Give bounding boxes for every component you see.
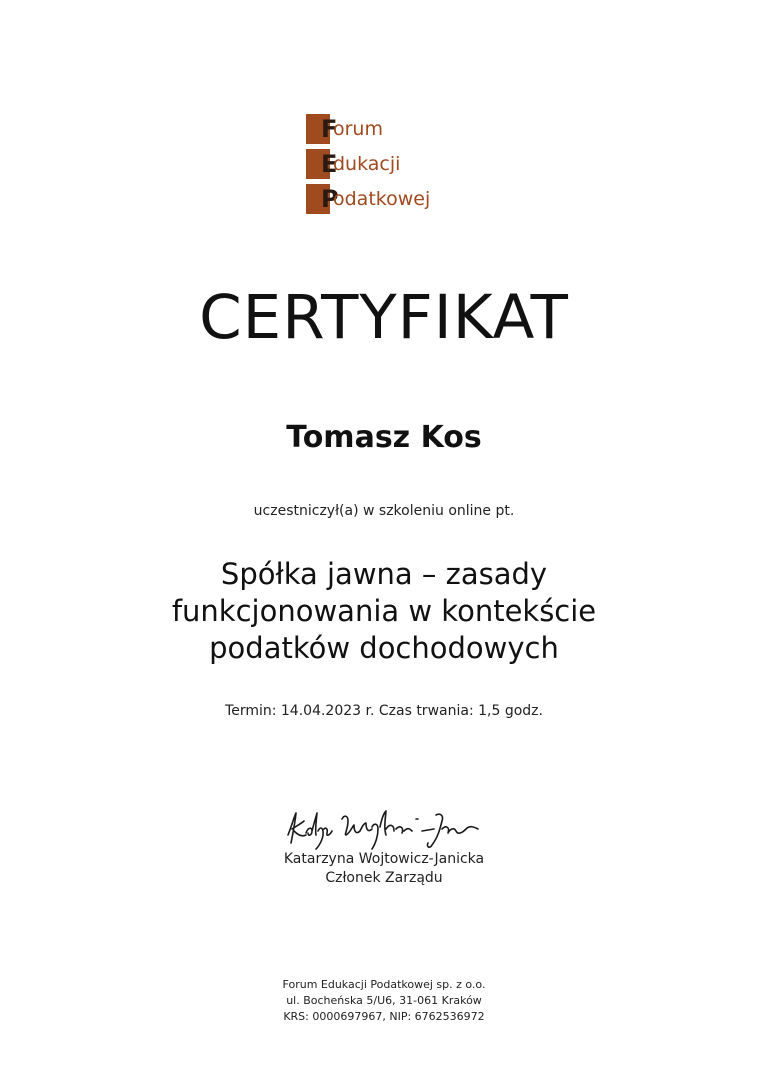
course-term-duration: Termin: 14.04.2023 r. Czas trwania: 1,5 godz.	[225, 703, 543, 719]
participant-name: Tomasz Kos	[286, 420, 482, 455]
footer-registration: KRS: 0000697967, NIP: 6762536972	[283, 1010, 485, 1023]
course-title	[84, 556, 684, 667]
course-title-line: Spółka jawna – zasady	[220, 557, 548, 591]
footer-company-name: Forum Edukacji Podatkowej sp. z o.o.	[282, 978, 486, 991]
logo-line-edukacji	[306, 149, 506, 179]
footer-address: ul. Bocheńska 5/U6, 31-061 Kraków	[286, 994, 482, 1007]
course-title-line: funkcjonowania w kontekście	[171, 594, 597, 628]
signatory-block	[0, 850, 768, 888]
logo-block	[306, 184, 339, 214]
logo-block	[306, 114, 338, 144]
participation-statement: uczestniczył(a) w szkoleniu online pt.	[253, 503, 515, 519]
certificate-title: CERTYFIKAT	[199, 282, 569, 353]
course-title-line: podatków dochodowych	[209, 631, 559, 665]
logo-block	[306, 149, 338, 179]
company-footer	[0, 977, 768, 1025]
logo-word: orum	[333, 118, 383, 140]
logo-word: dukacji	[333, 153, 401, 175]
signatory-role: Członek Zarządu	[325, 870, 443, 886]
signatory-name: Katarzyna Wojtowicz-Janicka	[283, 851, 485, 867]
logo-initial: F	[321, 115, 338, 143]
logo-word: odatkowej	[333, 188, 431, 210]
organization-logo	[306, 114, 506, 216]
logo-line-podatkowej	[306, 184, 506, 214]
logo-initial: E	[321, 150, 338, 178]
logo-initial: P	[321, 185, 339, 213]
logo-line-forum	[306, 114, 506, 144]
handwritten-signature	[282, 805, 492, 853]
